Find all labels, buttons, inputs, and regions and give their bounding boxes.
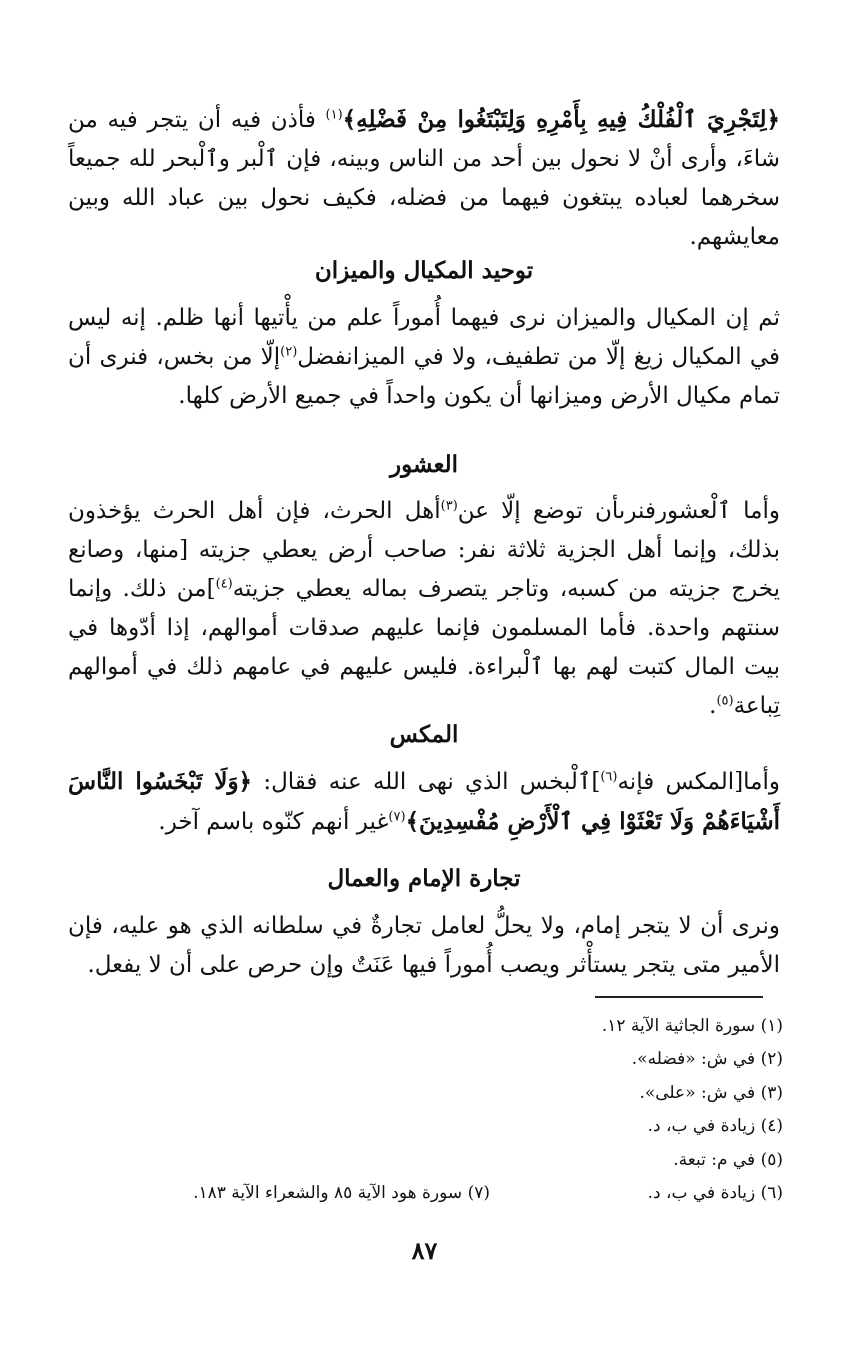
footnote-ref-4: (٤)	[215, 576, 233, 592]
footnote-ref-5: (٥)	[716, 693, 734, 709]
paragraph-3-text-c: ]من ذلك. وإنما سنتهم واحدة. فأما المسلمون فإنما عليهم صدقات أموالهم، إذا أدّوها في بيت المال كتبت لهم بها ٱلْبراءة. فليس عليهم في عامهم ذلك في أموالهم تِباعة	[68, 576, 780, 719]
paragraph-3-text-d: .	[709, 693, 717, 719]
paragraph-3	[68, 492, 780, 726]
paragraph-1-text: فأذن فيه أن يتجر فيه من شاءَ، وأرى أنْ لا نحول بين أحد من الناس وبينه، فإن ٱلْبر وٱلْبحر لله جميعاً سخرهما لعباده يبتغون فيهما من فضله، فكيف نحول بين عباد الله وبين معايشهم.	[68, 107, 780, 250]
paragraph-3-text-b: أهل الحرث، فإن أهل الحرث يؤخذون بذلك، وإنما أهل الجزية ثلاثة نفر: صاحب أرض يعطي جزيته [منها، وصانع يخرج جزيته من كسبه، وتاجر يتصرف بماله يعطي جزيته	[68, 498, 780, 602]
paragraph-4-text-c: غير أنهم كنّوه باسم آخر.	[158, 809, 389, 835]
page-number: ٨٧	[411, 1236, 438, 1265]
paragraph-3-text-a: وأما ٱلْعشورفنرىأن توضع إلّا عن	[457, 498, 780, 524]
footnote-2: (٢) في ش: «فضله».	[631, 1049, 783, 1070]
footnote-ref-1: (١)	[325, 107, 343, 123]
footnote-5: (٥) في م: تبعة.	[673, 1149, 783, 1170]
paragraph-4-text-b: ]ٱلْبخس الذي نهى الله عنه فقال:	[263, 769, 601, 795]
footnote-separator	[595, 996, 763, 998]
footnote-ref-7: (٧)	[388, 809, 406, 825]
paragraph-4	[68, 762, 780, 842]
footnotes-left-column	[110, 1177, 490, 1210]
footnote-ref-6: (٦)	[600, 769, 618, 785]
section-heading-tax: المكس	[389, 721, 459, 748]
footnote-ref-3: (٣)	[440, 498, 458, 514]
section-heading-imam-trade: تجارة الإمام والعمال	[327, 865, 521, 892]
footnotes-right-column	[453, 1010, 783, 1210]
paragraph-2	[68, 299, 780, 416]
footnote-1: (١) سورة الجاثية الآية ١٢.	[601, 1016, 783, 1036]
section-heading-measures: توحيد المكيال والميزان	[314, 257, 534, 284]
section-heading-tithes: العشور	[389, 451, 458, 478]
footnote-7: (٧) سورة هود الآية ٨٥ والشعراء الآية ١٨٣.	[193, 1183, 490, 1203]
paragraph-1	[68, 100, 780, 257]
footnote-ref-2: (٢)	[280, 344, 298, 360]
footnote-4: (٤) زيادة في ب، د.	[647, 1116, 783, 1137]
paragraph-4-text-a: وأما[المكس فإنه	[617, 769, 780, 795]
paragraph-5-text: ونرى أن لا يتجر إمام، ولا يحلُّ لعامل تجارةٌ في سلطانه الذي هو عليه، فإن الأمير متى يتجر يستأْثر ويصب أُموراً فيها عَنَتٌ وإن حرص على أن لا يفعل.	[68, 913, 780, 978]
paragraph-2-text-b: إلّا من بخس، فنرى أن تمام مكيال الأرض وميزانها أن يكون واحداً في جميع الأرض كلها.	[68, 344, 780, 409]
footnote-3: (٣) في ش: «على».	[639, 1082, 783, 1103]
paragraph-5	[68, 907, 780, 985]
footnote-6: (٦) زيادة في ب، د.	[647, 1183, 783, 1204]
quran-verse-2: ﴿وَلَا تَبْخَسُوا النَّاسَ أَشْيَاءَهُمْ وَلَا تَعْثَوْا فِي ٱلْأَرْضِ مُفْسِدِينَ﴾	[68, 768, 780, 835]
paragraph-2-text-a: ثم إن المكيال والميزان نرى فيهما أُموراً علم من يأْتيها أنها ظلم. إنه ليس في المكيال زيغ إلّا من تطفيف، ولا في الميزانفضل	[68, 305, 781, 370]
quran-verse-1: ﴿لِتَجْرِيَ ٱلْفُلْكُ فِيهِ بِأَمْرِهِ وَلِتَبْتَغُوا مِنْ فَضْلِهِ﴾	[342, 106, 781, 133]
